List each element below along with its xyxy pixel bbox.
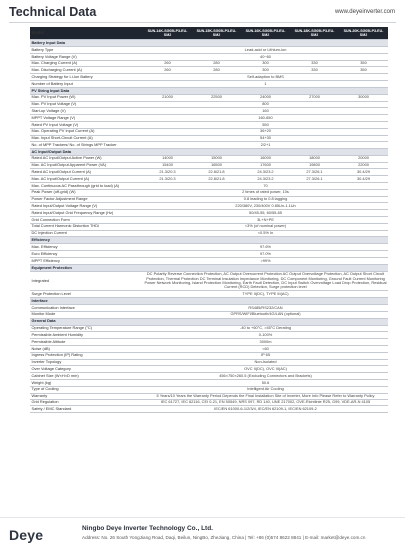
row-value: 19800 [290, 162, 339, 169]
row-value: 21.3/20.3 [143, 169, 192, 176]
row-label: Battery Voltage Range (V) [30, 53, 143, 60]
section-header [30, 148, 388, 155]
row-value-span: <60 [143, 345, 388, 352]
table-row [30, 379, 388, 386]
row-value: 21.3/20.3 [143, 176, 192, 183]
section-header [30, 87, 388, 94]
row-value-span: 36+20 [143, 128, 388, 135]
table-row [30, 108, 388, 115]
table-row [30, 74, 388, 81]
table-row [30, 203, 388, 210]
row-label: Max. PV Input Voltage (V) [30, 101, 143, 108]
table-row [30, 67, 388, 74]
section-title: Equipment Protection [30, 264, 388, 271]
table-row [30, 339, 388, 346]
table-row [30, 182, 388, 189]
row-label: Rated Input/Output Grid Frequency Range (Hz) [30, 210, 143, 217]
row-label: Rated Input/Output Voltage Range (V) [30, 203, 143, 210]
table-row [30, 216, 388, 223]
table-row [30, 223, 388, 230]
table-row [30, 196, 388, 203]
section-title: PV String Input Data [30, 87, 388, 94]
model-name: SUN-20K-SG05LP3-EU-SM2 [339, 27, 388, 40]
row-value: 17600 [241, 162, 290, 169]
row-value: 27.3/26.1 [290, 169, 339, 176]
row-label: Charging Strategy for Li-Ion Battery [30, 74, 143, 81]
row-label: Noise (dB) [30, 345, 143, 352]
row-value-span: IP 65 [143, 352, 388, 359]
table-row [30, 169, 388, 176]
row-value-span: 550 [143, 121, 388, 128]
row-label: DC Injection Current [30, 230, 143, 237]
page-title: Technical Data [9, 5, 97, 19]
row-label: No. of MPP Trackers/ No. of Strings MPP Tracker [30, 142, 143, 148]
row-value: 260 [143, 67, 192, 74]
table-row [30, 386, 388, 393]
table-row [30, 115, 388, 122]
row-label: Start-up Voltage (V) [30, 108, 143, 115]
table-row [30, 332, 388, 339]
row-value: 280 [192, 67, 241, 74]
section-header [30, 237, 388, 244]
row-label: Max. AC Input/Output Apparent Power (VA) [30, 162, 143, 169]
row-value: 27.3/26.1 [290, 176, 339, 183]
table-row [30, 304, 388, 311]
row-label: Max. Continuous AC Passthrough (grid to load) (A) [30, 182, 143, 189]
section-header [30, 318, 388, 325]
row-label: Power Factor Adjustment Range [30, 196, 143, 203]
row-value: 280 [192, 60, 241, 67]
row-value-span: TYPE II(DC), TYPE III(AC) [143, 291, 388, 298]
row-label: Monitor Mode [30, 311, 143, 318]
footer [0, 517, 405, 551]
row-value: 22.8/21.8 [192, 176, 241, 183]
row-value: 18000 [290, 155, 339, 162]
row-value-span: 800 [143, 101, 388, 108]
row-value: 24.3/23.2 [241, 169, 290, 176]
table-row [30, 60, 388, 67]
row-value-span: DC Polarity Reverse Connection Protection, AC Output Overcurrent Protection AC Output Overvoltage Protection, AC Output Short Circuit Protection, Thermal Protection DC Terminal Insulation Impedance Monitoring, DC Component Monitoring, Ground Fault Current Monitoring Power Network Monitoring, Island Protection Monitoring, Earth Fault Detection, DC Input Switch Overvoltage Load Drop Protection, Residual Current (RCD) Detection, Surge protection level [144, 271, 387, 290]
row-value-span: 50.6 [143, 379, 388, 386]
row-label: Permissible Ambient Humidity [30, 332, 143, 339]
table-row [30, 345, 388, 352]
row-value-span: IEC 61727, IEC 62116, CEI 0-21, EN 50549, NRS 097, RD 140, UNE 217002, OVE-Richtlinie R25, G99, VDE-AR-N 4105 [143, 399, 388, 405]
section-header [30, 40, 388, 47]
row-value-span: Intelligent Air Cooling [143, 386, 388, 393]
section-title: Battery Input Data [30, 40, 388, 47]
row-value-span: IEC/EN 61000-6-1/2/3/4, IEC/EN 62109-1, IEC/EN 62109-2 [143, 406, 388, 413]
row-label: Weight (kg) [30, 379, 143, 386]
section-header [30, 297, 388, 304]
row-value: 16000 [241, 155, 290, 162]
row-value-span: 70 [143, 182, 388, 189]
row-value: 330 [290, 60, 339, 67]
row-label: Cabinet Size (W×H×D mm) [30, 373, 143, 380]
row-label: Euro Efficiency [30, 251, 143, 258]
row-label: Grid Connection Form [30, 216, 143, 223]
row-label: Integrated [30, 271, 143, 291]
row-label: Communication Interface [30, 304, 143, 311]
row-label: MPPT Efficiency [30, 257, 143, 264]
row-label: Max. Efficiency [30, 244, 143, 251]
row-label: Type of Cooling [30, 386, 143, 393]
row-label: Number of Battery Input [30, 80, 143, 87]
row-value: 330 [290, 67, 339, 74]
row-value-span: 97.6% [143, 244, 388, 251]
row-value: 300 [241, 60, 290, 67]
table-row [30, 251, 388, 258]
row-label: Grid Regulation [30, 399, 143, 405]
table-row [30, 406, 388, 413]
table-row [30, 189, 388, 196]
row-label: Inverter Topology [30, 359, 143, 366]
row-value-span: 40~60 [143, 53, 388, 60]
row-label: Max. AC Input/Output Current (A) [30, 176, 143, 183]
row-value-span: RS485/RS232/CAN [143, 304, 388, 311]
row-value: 300 [241, 67, 290, 74]
row-value-span: 1 [143, 80, 388, 87]
row-value: 24000 [241, 94, 290, 101]
table-row [30, 373, 388, 380]
row-label: Rated AC Input/Output Current (A) [30, 169, 143, 176]
table-row [30, 352, 388, 359]
model-label: Model [30, 27, 143, 40]
row-value: 30000 [339, 94, 388, 101]
row-value-span: 5 Years/10 Years the Warranty Period Depends the Final Installation Site of Inverter, More Info Please Refer to Warranty Policy [143, 393, 388, 399]
section-title: Interface [30, 297, 388, 304]
table-row [30, 155, 388, 162]
table-row [30, 121, 388, 128]
row-label: Surge Protection Level [30, 291, 143, 298]
section-title: General Data [30, 318, 388, 325]
table-row [30, 271, 388, 291]
row-value: 22500 [192, 94, 241, 101]
row-label: Max. Operating PV Input Current (A) [30, 128, 143, 135]
row-value: 30.4/29 [339, 176, 388, 183]
row-label: Rated AC Input/Output Active Power (W) [30, 155, 143, 162]
row-value: 15000 [192, 155, 241, 162]
company-contact: Address: No. 26 South YongJiang Road, Daqi, Beilun, NingBo, ZheJiang, China | Tel: +86 (0)574 8622 8841 | E-mail: market@deye.com.cn [82, 535, 366, 540]
row-value: 30.4/29 [339, 169, 388, 176]
row-label: Warranty [30, 393, 143, 399]
table-row [30, 244, 388, 251]
model-name: SUN-14K-SG05LP3-EU-SM2 [143, 27, 192, 40]
spec-table-body [30, 27, 388, 413]
row-value-span: 2/2+1 [143, 142, 388, 148]
row-value: 22.8/21.8 [192, 169, 241, 176]
row-value: 14000 [143, 155, 192, 162]
table-row [30, 291, 388, 298]
row-label: Total Current Harmonic Distortion THDi [30, 223, 143, 230]
deye-logo: Deye [9, 527, 44, 543]
company-name: Ningbo Deye Inverter Technology Co., Ltd. [82, 525, 213, 532]
spec-table [30, 27, 388, 413]
row-value-span: 54+30 [143, 135, 388, 142]
row-value: 27000 [290, 94, 339, 101]
table-row [30, 47, 388, 54]
row-value-span: 456×750×260.5 (Excluding Connectors and Brackets) [143, 373, 388, 380]
row-value-span: 2 times of rated power, 10s [143, 189, 388, 196]
section-title: Efficiency [30, 237, 388, 244]
row-value-span: 220/380V, 230/400V 0.85Un-1.1Un [143, 203, 388, 210]
row-label: Operating Temperature Range (°C) [30, 325, 143, 332]
table-row [30, 257, 388, 264]
row-value: 21000 [143, 94, 192, 101]
row-value-span: 3000m [143, 339, 388, 346]
table-row [30, 176, 388, 183]
row-value-span: <0.5% In [143, 230, 388, 237]
table-row [30, 230, 388, 237]
row-value-span: 97.0% [143, 251, 388, 258]
table-row [30, 53, 388, 60]
row-label: Max. Discharging Current (A) [30, 67, 143, 74]
row-value-span: Non-Isolated [143, 359, 388, 366]
row-label: Over Voltage Category [30, 366, 143, 373]
table-row [30, 366, 388, 373]
model-name: SUN-15K-SG05LP3-EU-SM2 [192, 27, 241, 40]
row-value-span: 3L+N+PE [143, 216, 388, 223]
model-header-row [30, 27, 388, 40]
row-label: Rated PV Input Voltage (V) [30, 121, 143, 128]
row-value: 20000 [339, 155, 388, 162]
row-value: 260 [143, 60, 192, 67]
row-value-span: 0.8 leading to 0.8 lagging [143, 196, 388, 203]
website-link[interactable]: www.deyeinverter.com [334, 9, 395, 15]
table-row [30, 162, 388, 169]
row-value-span: 0-100% [143, 332, 388, 339]
row-value-span: -40 to +60°C, >45°C Derating [143, 325, 388, 332]
table-row [30, 325, 388, 332]
table-row [30, 101, 388, 108]
table-row [30, 210, 388, 217]
row-value-span: 160 [143, 108, 388, 115]
row-value-span: 160-650 [143, 115, 388, 122]
table-row [30, 80, 388, 87]
row-label: Battery Type [30, 47, 143, 54]
row-value-span: >99% [143, 257, 388, 264]
row-value-span: GPRS/WIFI/Bluetooth/4G/LAN (optional) [143, 311, 388, 318]
row-label: Peak Power (off-grid) (W) [30, 189, 143, 196]
row-value: 24.3/23.2 [241, 176, 290, 183]
header-divider [9, 22, 396, 23]
row-value: 22000 [339, 162, 388, 169]
section-title: AC Input/Output Data [30, 148, 388, 155]
row-value: 350 [339, 60, 388, 67]
row-value-span: Self-adaption to BMS [143, 74, 388, 81]
table-row [30, 135, 388, 142]
row-label: Max. Charging Current (A) [30, 60, 143, 67]
model-name: SUN-18K-SG05LP3-EU-SM2 [290, 27, 339, 40]
row-label: Max. PV Input Power (W) [30, 94, 143, 101]
model-name: SUN-16K-SG05LP3-EU-SM2 [241, 27, 290, 40]
row-label: Ingress Protection (IP) Rating [30, 352, 143, 359]
row-value-span: <3% (of nominal power) [143, 223, 388, 230]
table-row [30, 311, 388, 318]
row-value: 350 [339, 67, 388, 74]
table-row [30, 128, 388, 135]
row-label: Permissible Altitude [30, 339, 143, 346]
row-value-span: 50/45-55, 60/55-65 [143, 210, 388, 217]
row-value: 15400 [143, 162, 192, 169]
row-value: 16500 [192, 162, 241, 169]
table-row [30, 359, 388, 366]
row-label: Safety / EMC Standard [30, 406, 143, 413]
section-header [30, 264, 388, 271]
row-label: Max. Input Short-Circuit Current (A) [30, 135, 143, 142]
row-label: MPPT Voltage Range (V) [30, 115, 143, 122]
table-row [30, 94, 388, 101]
row-value-span: Lead-acid or Lithium-ion [143, 47, 388, 54]
row-value-span: OVC II(DC), OVC III(AC) [143, 366, 388, 373]
